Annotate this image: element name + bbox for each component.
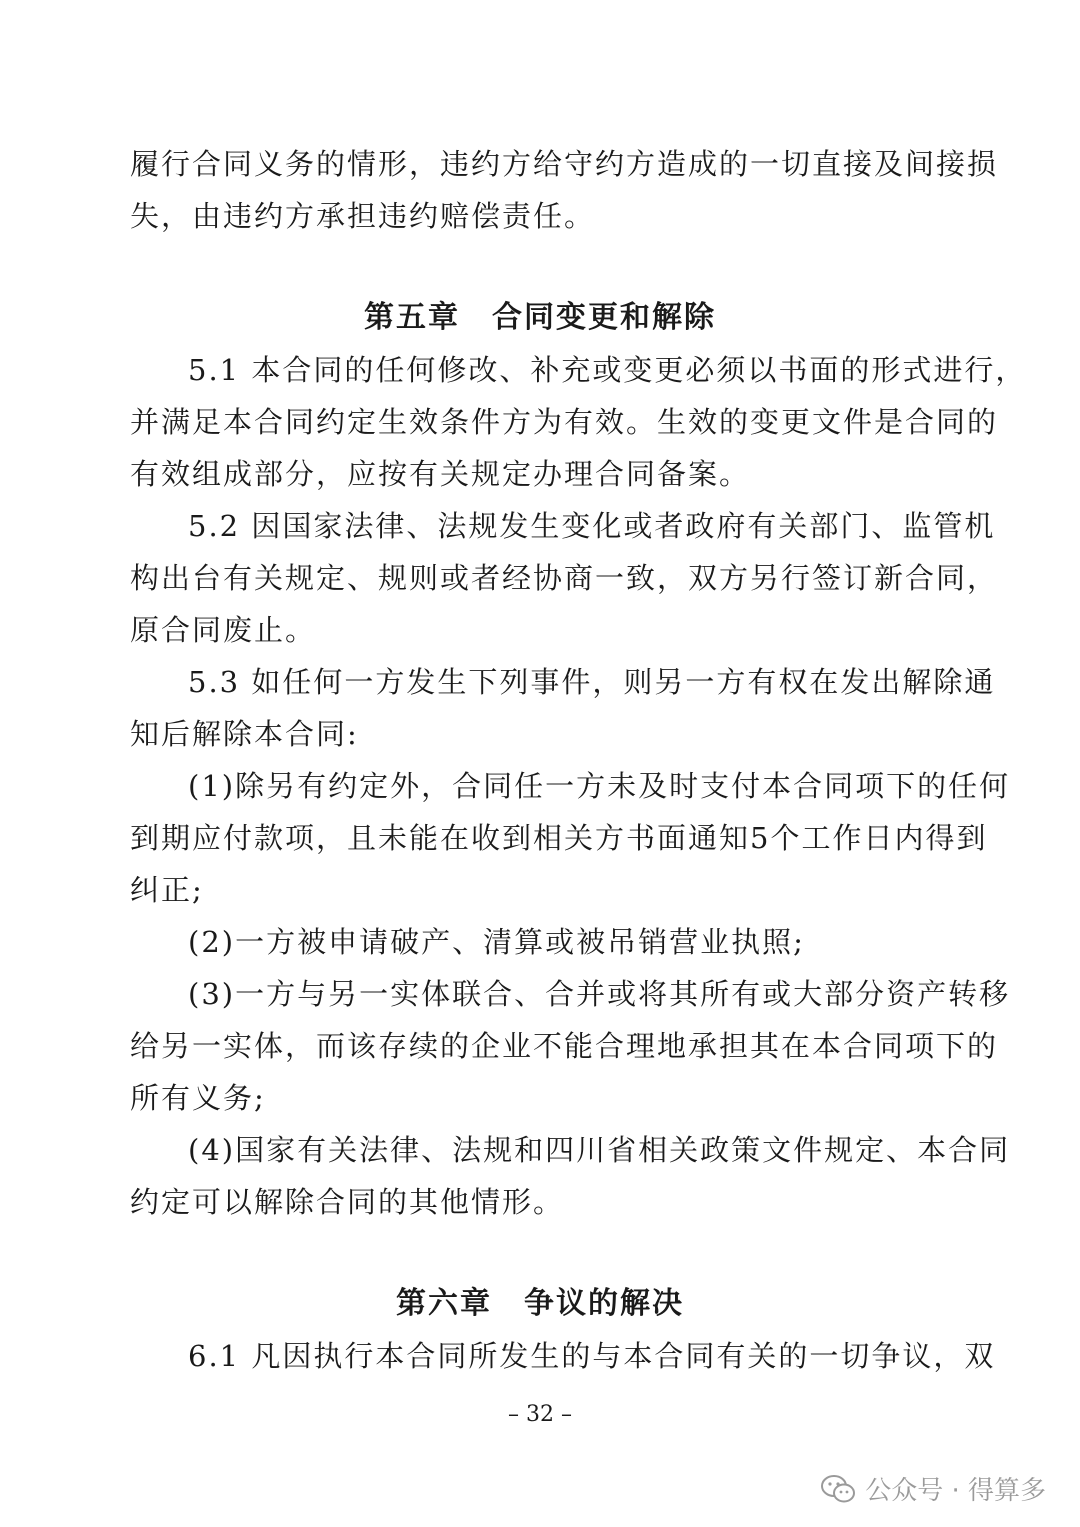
wechat-icon [821,1474,855,1504]
item-1-line: 纠正; [130,873,204,907]
item-3-line: (3)一方与另一实体联合、合并或将其所有或大部分资产转移 [188,977,1011,1011]
clause-5-1-line: 5.1 本合同的任何修改、补充或变更必须以书面的形式进行， [188,353,1027,387]
clause-6-1-line: 6.1 凡因执行本合同所发生的与本合同有关的一切争议，双 [188,1339,996,1373]
clause-5-3-line: 5.3 如任何一方发生下列事件，则另一方有权在发出解除通 [188,665,996,699]
item-2-line: (2)一方被申请破产、清算或被吊销营业执照; [188,925,805,959]
watermark-text: 公众号 · 得算多 [865,1476,1046,1506]
item-3-line: 所有义务; [130,1081,266,1115]
clause-5-2-line: 原合同废止。 [130,613,317,647]
watermark [821,1470,1046,1507]
item-4-line: (4)国家有关法律、法规和四川省相关政策文件规定、本合同 [188,1133,1011,1167]
clause-5-1-line: 并满足本合同约定生效条件方为有效。生效的变更文件是合同的 [130,405,999,439]
chapter-heading: 第六章 争议的解决 [396,1286,684,1321]
page-number: – 32 – [508,1402,572,1427]
clause-5-2-line: 构出台有关规定、规则或者经协商一致，双方另行签订新合同， [130,561,999,595]
chapter-heading: 第五章 合同变更和解除 [364,300,716,335]
item-1-line: 到期应付款项，且未能在收到相关方书面通知5个工作日内得到 [130,821,988,855]
clause-5-2-line: 5.2 因国家法律、法规发生变化或者政府有关部门、监管机 [188,509,996,543]
item-3-line: 给另一实体，而该存续的企业不能合理地承担其在本合同项下的 [130,1029,999,1063]
clause-5-3-line: 知后解除本合同: [130,717,359,751]
clause-5-1-line: 有效组成部分，应按有关规定办理合同备案。 [130,457,751,491]
item-4-line: 约定可以解除合同的其他情形。 [130,1185,565,1219]
item-1-line: (1)除另有约定外，合同任一方未及时支付本合同项下的任何 [188,769,1011,803]
paragraph-line: 履行合同义务的情形，违约方给守约方造成的一切直接及间接损 [130,147,999,181]
paragraph-line: 失，由违约方承担违约赔偿责任。 [130,199,596,233]
